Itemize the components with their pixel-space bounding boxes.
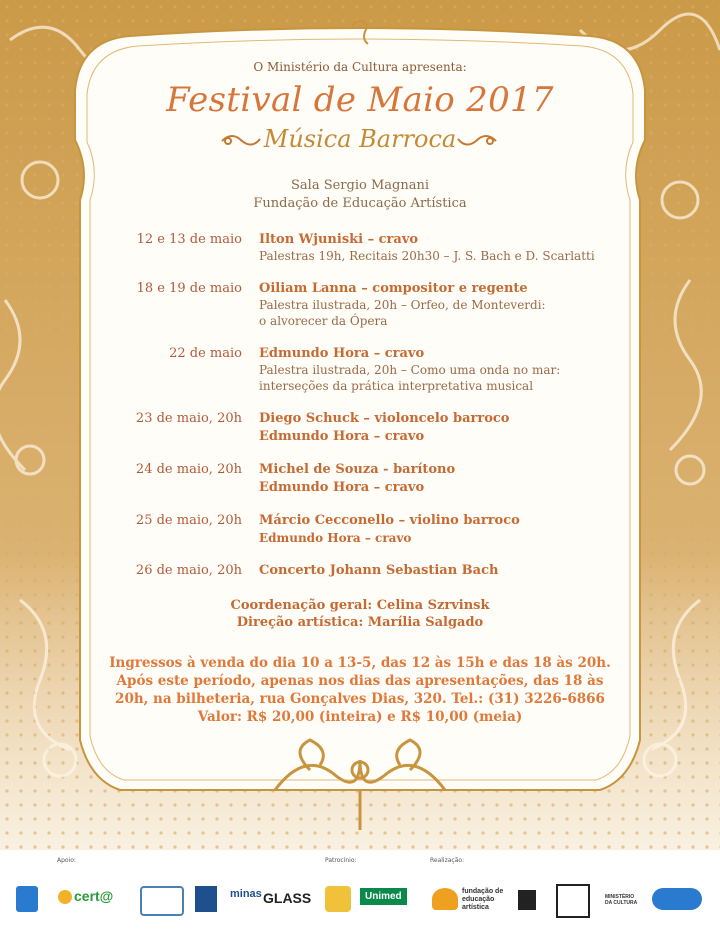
support-label: Apoio: bbox=[57, 857, 76, 864]
venue-institution: Fundação de Educação Artística bbox=[253, 196, 467, 211]
ministerio-cultura-logo: MINISTÉRIO DA CULTURA bbox=[605, 894, 638, 906]
sete-camaras-logo bbox=[140, 886, 184, 916]
event-artist: Diego Schuck – violoncelo barroco bbox=[259, 411, 510, 426]
event-date: 22 de maio bbox=[169, 346, 242, 361]
event-artist-secondary: Edmundo Hora – cravo bbox=[259, 480, 425, 495]
unimed-logo: Unimed bbox=[360, 888, 407, 905]
event-date: 26 de maio, 20h bbox=[135, 563, 242, 578]
event-artist: Ilton Wjuniski – cravo bbox=[259, 232, 419, 247]
event-date: 18 e 19 de maio bbox=[136, 281, 242, 296]
event-artist-secondary: Edmundo Hora – cravo bbox=[259, 429, 425, 444]
tickets-line: Ingressos à venda do dia 10 a 13-5, das 12 às 15h e das 18 às 20h. bbox=[109, 655, 611, 671]
event-date: 25 de maio, 20h bbox=[135, 513, 242, 528]
event-detail: Palestras 19h, Recitais 20h30 – J. S. Bach e D. Scarlatti bbox=[259, 249, 595, 263]
tickets-price: Valor: R$ 20,00 (inteira) e R$ 10,00 (meia) bbox=[197, 709, 523, 725]
event-artist: Márcio Cecconello – violino barroco bbox=[259, 513, 520, 528]
page-subtitle: Música Barroca bbox=[263, 125, 457, 153]
page-title: Festival de Maio 2017 bbox=[166, 80, 554, 120]
event-date: 12 e 13 de maio bbox=[136, 232, 242, 247]
coordination-credit: Coordenação geral: Celina Szrvinsk bbox=[230, 598, 490, 613]
tickets-line: Após este período, apenas nos dias das apresentações, das 18 às bbox=[116, 673, 604, 689]
event-artist: Edmundo Hora – cravo bbox=[259, 346, 425, 361]
sindicato-logo bbox=[195, 886, 217, 912]
event-artist-secondary: Edmundo Hora – cravo bbox=[259, 531, 412, 545]
sponsorship-label: Patrocínio: bbox=[325, 857, 357, 864]
realization-label: Realização: bbox=[430, 857, 465, 864]
event-detail: Palestra ilustrada, 20h – Orfeo, de Monteverdi: bbox=[259, 298, 546, 312]
cert-logo-mark bbox=[58, 890, 72, 904]
tickets-line: 20h, na bilheteria, rua Gonçalves Dias, 320. Tel.: (31) 3226-6866 bbox=[115, 691, 605, 707]
event-date: 24 de maio, 20h bbox=[135, 462, 242, 477]
flama-logo bbox=[518, 890, 536, 910]
glass-logo: GLASS bbox=[263, 890, 312, 906]
musica-logo bbox=[556, 884, 590, 918]
fea-logo-mark bbox=[432, 888, 458, 910]
artistic-direction-credit: Direção artística: Marília Salgado bbox=[236, 615, 484, 630]
event-date: 23 de maio, 20h bbox=[135, 411, 242, 426]
fea-logo: fundação de educação artística bbox=[462, 888, 504, 911]
minas-logo: minas bbox=[230, 888, 262, 900]
event-detail: Palestra ilustrada, 20h – Como uma onda no mar: bbox=[259, 363, 561, 377]
cert-logo: cert@ bbox=[74, 888, 114, 904]
sponsor-logos bbox=[0, 850, 720, 944]
venue-name: Sala Sergio Magnani bbox=[291, 178, 429, 193]
presents-text: O Ministério da Cultura apresenta: bbox=[253, 60, 467, 74]
event-detail: interseções da prática interpretativa musical bbox=[259, 379, 534, 393]
event-detail: o alvorecer da Ópera bbox=[259, 314, 388, 328]
event-artist: Concerto Johann Sebastian Bach bbox=[259, 563, 499, 578]
event-artist: Michel de Souza - barítono bbox=[259, 462, 456, 477]
instituto-unimed-logo bbox=[325, 886, 351, 912]
governo-federal-logo bbox=[652, 888, 702, 910]
brasil-logo bbox=[16, 886, 38, 912]
event-artist: Oiliam Lanna – compositor e regente bbox=[259, 281, 528, 296]
